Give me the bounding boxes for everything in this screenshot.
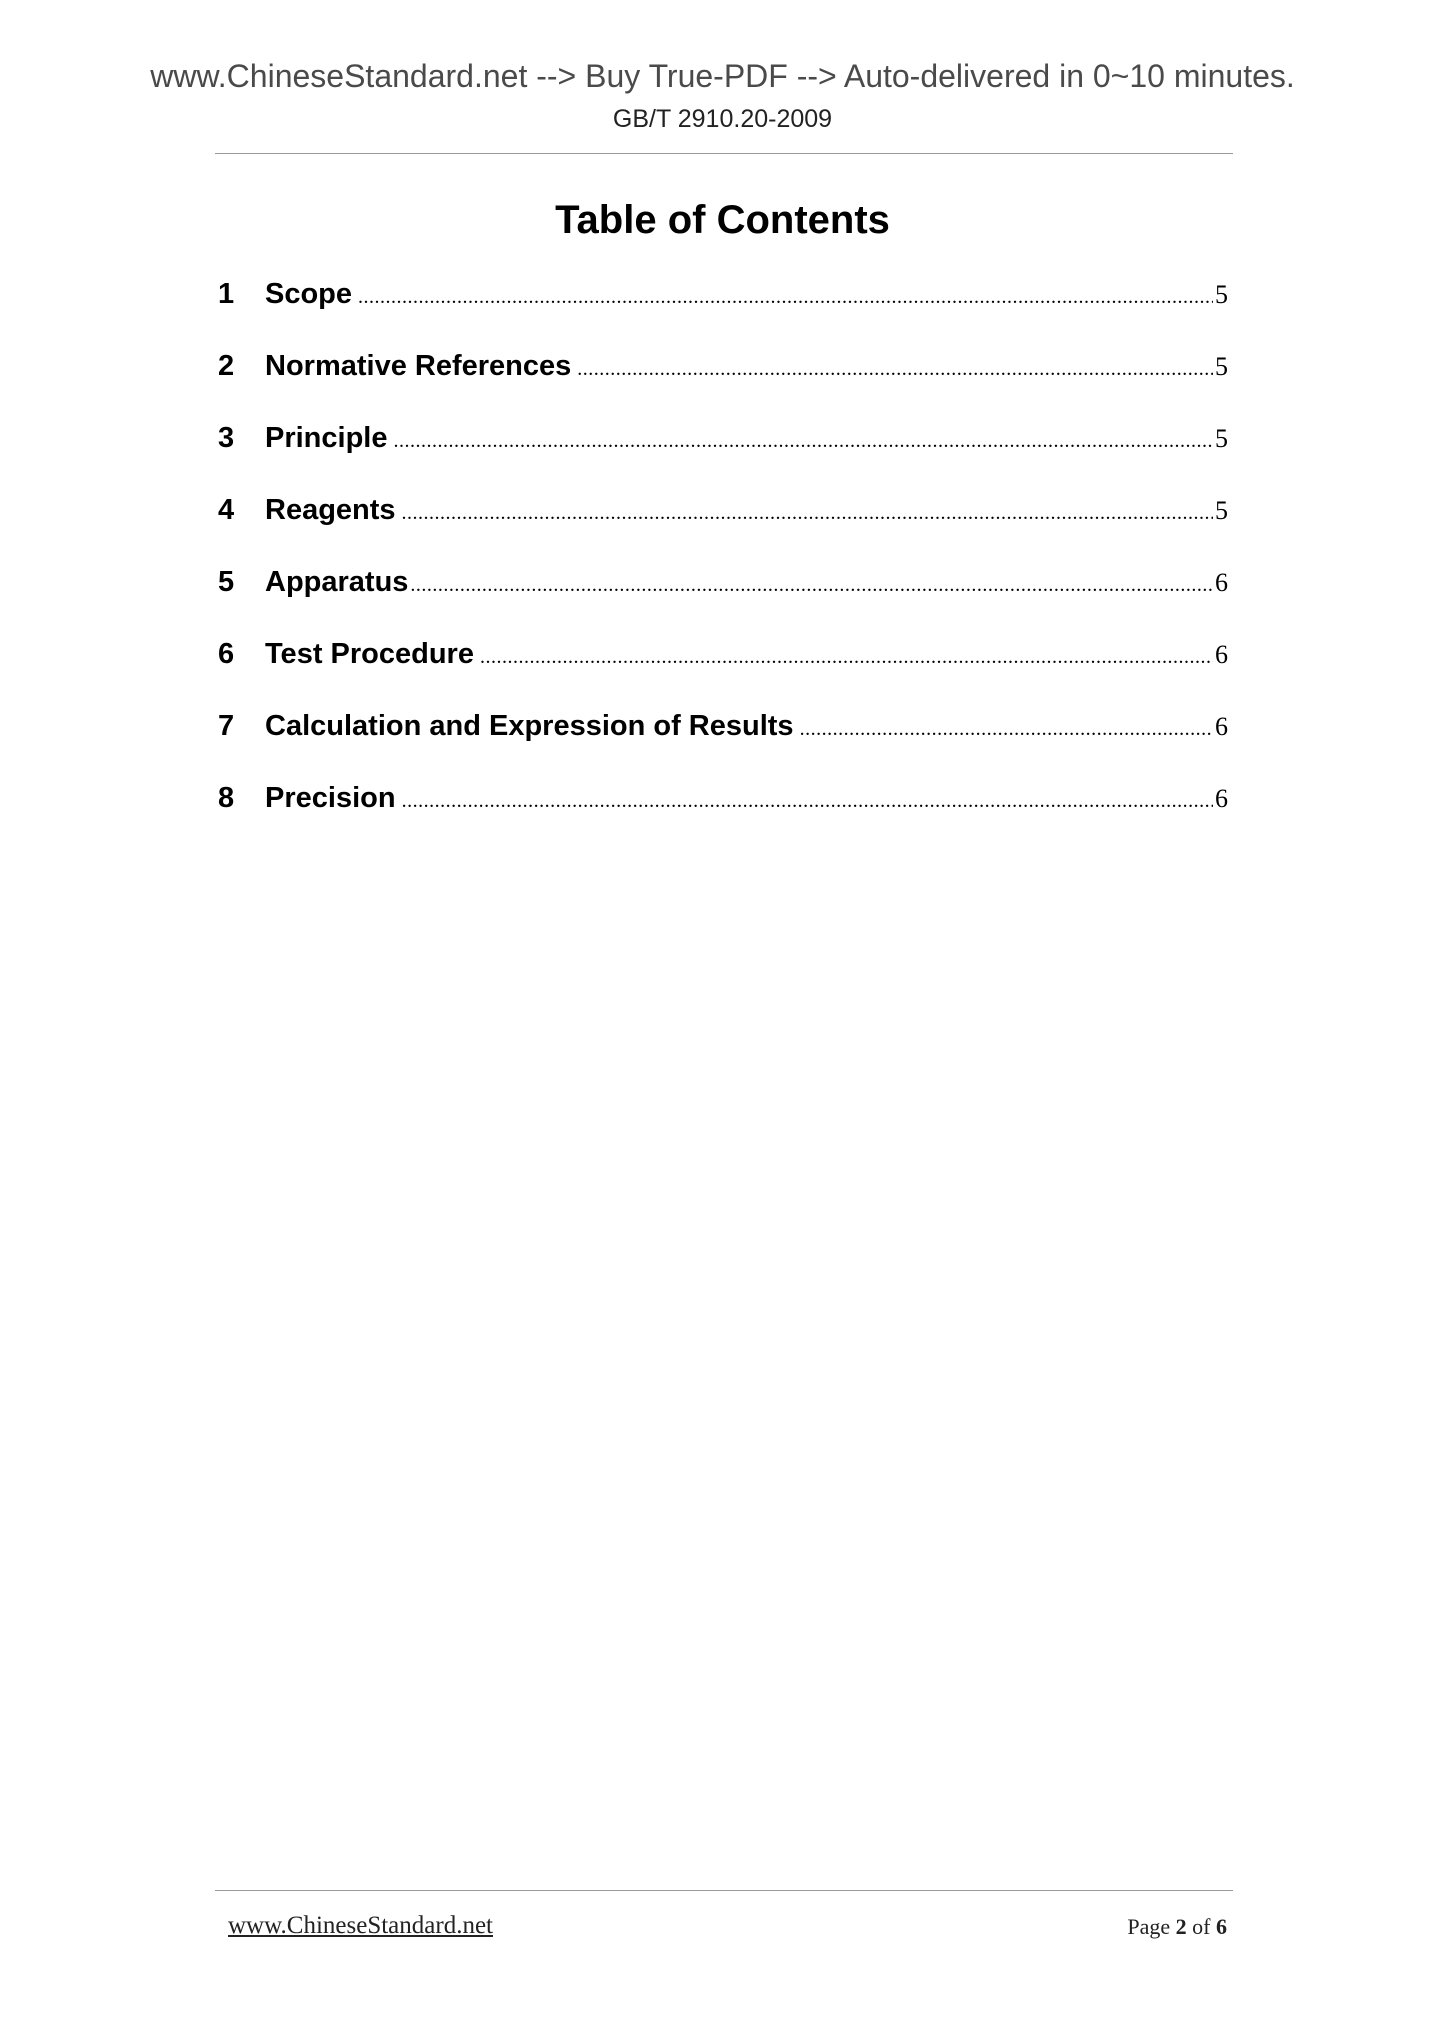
toc-entry-test-procedure[interactable] <box>218 638 1228 710</box>
toc-title: Table of Contents <box>555 198 890 242</box>
toc-entry-number: 5 <box>218 566 235 598</box>
toc-entry-scope[interactable] <box>218 278 1228 350</box>
toc-entry-label[interactable]: Apparatus <box>265 566 409 598</box>
toc-entry-page[interactable]: 5 <box>1215 496 1228 525</box>
toc-entry-number: 1 <box>218 278 235 310</box>
header-banner: www.ChineseStandard.net --> Buy True-PDF --> Auto-delivered in 0~10 minutes. <box>150 58 1295 94</box>
toc-entry-page[interactable]: 6 <box>1215 568 1228 597</box>
toc-leader-dots <box>402 502 1213 525</box>
toc-entry-page[interactable]: 5 <box>1215 352 1228 381</box>
toc-entry-precision[interactable] <box>218 782 1228 854</box>
toc-entry-label[interactable]: Scope <box>265 278 353 310</box>
toc-entry-apparatus[interactable] <box>218 566 1228 638</box>
current-page-number: 2 <box>1175 1914 1187 1939</box>
toc-entry-page[interactable]: 6 <box>1215 640 1228 669</box>
toc-entry-page[interactable]: 6 <box>1215 784 1228 813</box>
toc-leader-dots <box>358 286 1213 309</box>
toc-entry-label[interactable]: Precision <box>265 782 396 814</box>
toc-leader-dots <box>410 574 1213 597</box>
toc-leader-dots <box>394 430 1214 453</box>
toc-entry-page[interactable]: 6 <box>1215 712 1228 741</box>
toc-leader-dots <box>800 718 1213 741</box>
page-indicator <box>1127 1914 1227 1940</box>
toc-leader-dots <box>577 358 1213 381</box>
toc-entry-label[interactable]: Principle <box>265 422 388 454</box>
toc-entry-number: 8 <box>218 782 235 814</box>
page-of-label: of <box>1192 1914 1211 1939</box>
toc-entry-reagents[interactable] <box>218 494 1228 566</box>
toc-entry-principle[interactable] <box>218 422 1228 494</box>
standard-code: GB/T 2910.20-2009 <box>612 105 833 133</box>
toc-entry-number: 4 <box>218 494 235 526</box>
toc-entry-label[interactable]: Calculation and Expression of Results <box>265 710 794 742</box>
footer-divider <box>215 1890 1233 1891</box>
toc-entry-label[interactable]: Test Procedure <box>265 638 474 670</box>
toc-entry-number: 7 <box>218 710 235 742</box>
toc-entry-label[interactable]: Normative References <box>265 350 572 382</box>
toc-entry-page[interactable]: 5 <box>1215 424 1228 453</box>
toc-entry-number: 2 <box>218 350 235 382</box>
toc-leader-dots <box>402 790 1213 813</box>
toc-list <box>218 278 1228 854</box>
toc-entry-normative-references[interactable] <box>218 350 1228 422</box>
page-prefix: Page <box>1127 1914 1171 1939</box>
toc-entry-calculation-results[interactable] <box>218 710 1228 782</box>
header-divider <box>215 153 1233 154</box>
toc-leader-dots <box>480 646 1213 669</box>
footer-site-link[interactable]: www.ChineseStandard.net <box>228 1912 493 1939</box>
toc-entry-number: 3 <box>218 422 235 454</box>
toc-entry-number: 6 <box>218 638 235 670</box>
total-pages-number: 6 <box>1216 1914 1227 1939</box>
toc-entry-label[interactable]: Reagents <box>265 494 396 526</box>
toc-entry-page[interactable]: 5 <box>1215 280 1228 309</box>
